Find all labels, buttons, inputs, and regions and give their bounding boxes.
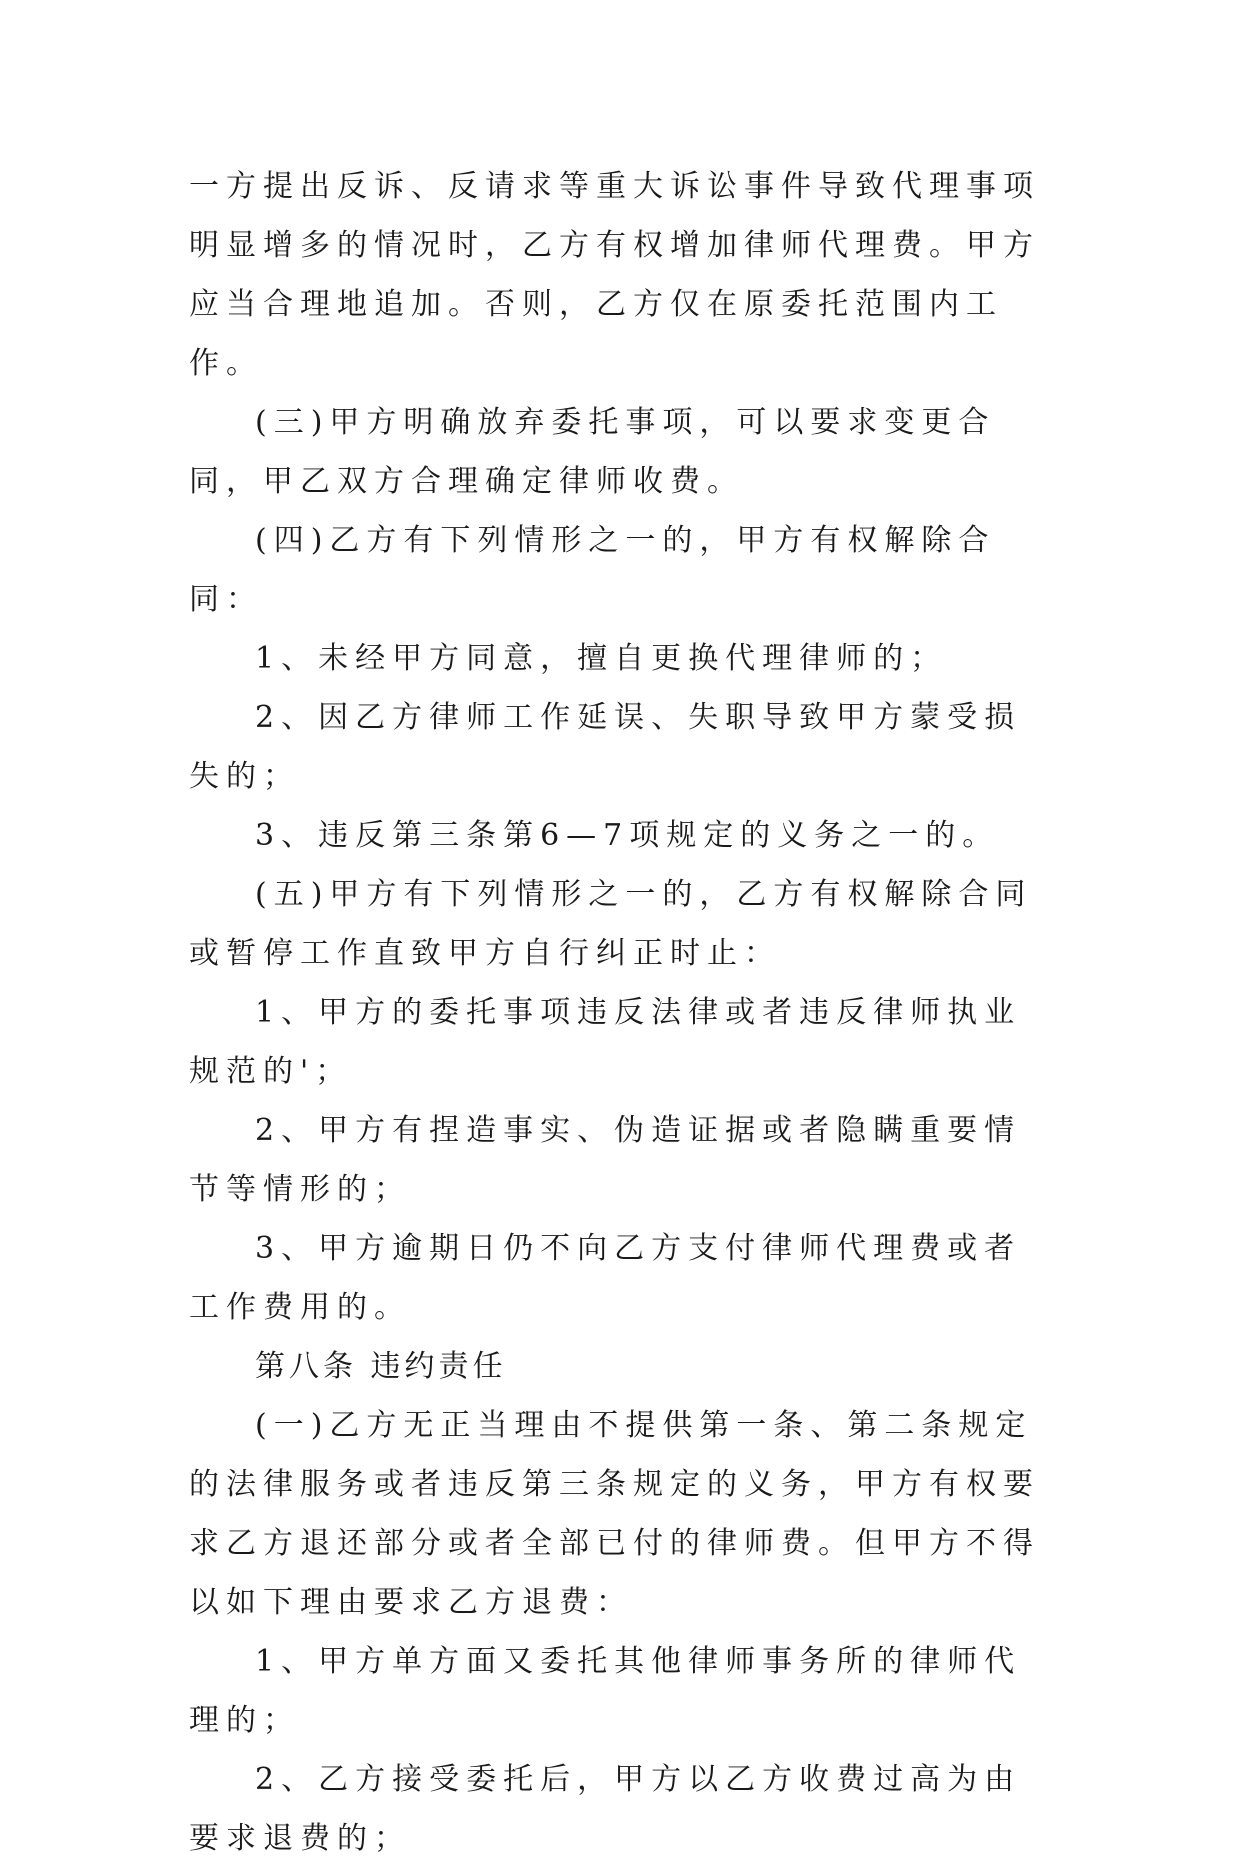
paragraph-article-8-1: (一)乙方无正当理由不提供第一条、第二条规定的法律服务或者违反第三条规定的义务，甲方有权要求乙方退还部分或者全部已付的律师费。但甲方不得以如下理由要求乙方退费： xyxy=(189,1408,1040,1620)
list-item-5-2: 2、甲方有捏造事实、伪造证据或者隐瞒重要情节等情形的； xyxy=(189,1113,1022,1207)
paragraph-clause-5: (五)甲方有下列情形之一的，乙方有权解除合同或暂停工作直致甲方自行纠正时止： xyxy=(189,877,1033,971)
paragraph-continuation: 一方提出反诉、反请求等重大诉讼事件导致代理事项明显增多的情况时，乙方有权增加律师代理费。甲方应当合理地追加。否则，乙方仅在原委托范围内工作。 xyxy=(189,169,1040,381)
list-item-4-1: 1、未经甲方同意，擅自更换代理律师的； xyxy=(255,641,948,676)
list-item-8-2: 2、乙方接受委托后，甲方以乙方收费过高为由要求退费的； xyxy=(189,1762,1022,1856)
list-item-4-3: 3、违反第三条第6—7项规定的义务之一的。 xyxy=(255,818,1000,853)
document-page xyxy=(189,157,1049,1868)
paragraph-clause-3: (三)甲方明确放弃委托事项，可以要求变更合同，甲乙双方合理确定律师收费。 xyxy=(189,405,996,499)
list-item-5-1: 1、甲方的委托事项违反法律或者违反律师执业规范的'； xyxy=(189,995,1022,1089)
list-item-8-1: 1、甲方单方面又委托其他律师事务所的律师代理的； xyxy=(189,1644,1022,1738)
list-item-4-2: 2、因乙方律师工作延误、失职导致甲方蒙受损失的； xyxy=(189,700,1022,794)
list-item-5-3: 3、甲方逾期日仍不向乙方支付律师代理费或者工作费用的。 xyxy=(189,1231,1022,1325)
section-heading-article-8: 第八条 违约责任 xyxy=(255,1349,507,1384)
paragraph-clause-4: (四)乙方有下列情形之一的，甲方有权解除合同： xyxy=(189,523,996,617)
